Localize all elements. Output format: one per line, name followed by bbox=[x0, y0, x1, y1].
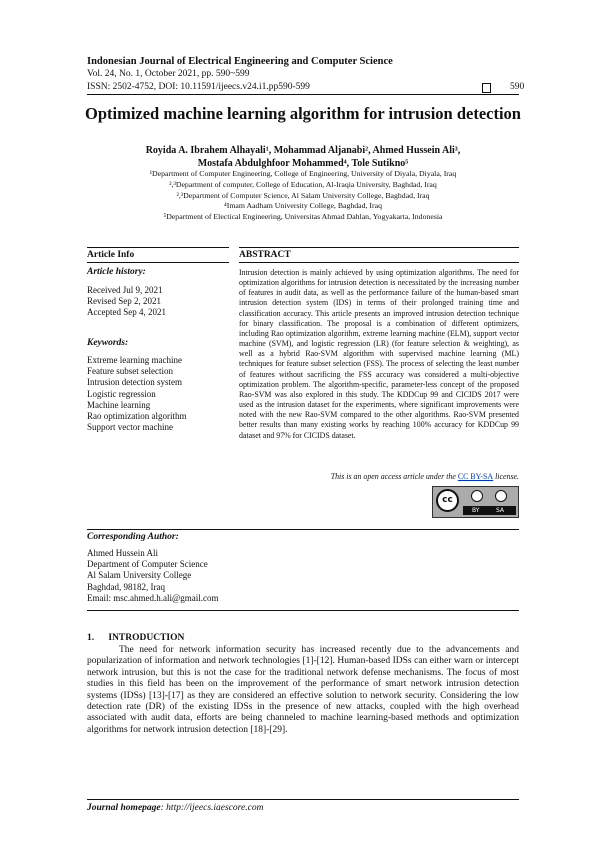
keyword-item: Machine learning bbox=[87, 399, 151, 410]
article-info-top-rule bbox=[87, 247, 229, 248]
keyword-item: Logistic regression bbox=[87, 388, 156, 399]
affiliations bbox=[87, 169, 519, 223]
abstract-heading-rule bbox=[239, 262, 519, 263]
corresponding-bottom-rule bbox=[87, 610, 519, 611]
author-line-1: Royida A. Ibrahem Alhayali¹, Mohammad Aljanabi², Ahmed Hussein Ali³, bbox=[145, 145, 461, 156]
cc-by-sa-badge[interactable] bbox=[432, 486, 519, 518]
corresponding-author-details bbox=[87, 548, 219, 604]
author-list bbox=[87, 144, 519, 170]
page-number: 590 bbox=[510, 82, 525, 92]
keyword-item: Extreme learning machine bbox=[87, 355, 182, 365]
keyword-list bbox=[87, 355, 186, 433]
header-rule bbox=[87, 94, 519, 95]
history-revised: Revised Sep 2, 2021 bbox=[87, 296, 161, 307]
affiliation-4: ⁴Imam Aadham University College, Baghdad, Iraq bbox=[224, 201, 382, 211]
author-line-2: Mostafa Abdulghfoor Mohammed⁴, Tole Sutikno⁵ bbox=[197, 158, 409, 169]
cc-sa-label: SA bbox=[496, 507, 505, 514]
journal-name: Indonesian Journal of Electrical Engineering and Computer Science bbox=[87, 56, 393, 67]
introduction-paragraph: The need for network information security has increased recently due to the advancements and popularization of information and network technologies [1]-[12]. Human-based IDSs can either warn or intercept network intrusion, but this is not the case for the traditional network defense mechanisms. The focus of most studies in this field has been on the improvement of the performance of smart network intrusion detection systems (IDSs) [13]-[17] as they are considered an effective solution to network security. Considering the low detection rate (DR) of the existing IDSs in the presence of new attacks, coupled with the high overhead associated with audit data, efforts are being channeled to machine learning-based methods and optimization algorithms for network intrusion detection [18]-[29]. bbox=[87, 645, 519, 735]
article-info-heading-rule bbox=[87, 262, 229, 263]
corresponding-author-title: Corresponding Author: bbox=[87, 532, 179, 542]
abstract-heading: ABSTRACT bbox=[239, 250, 291, 260]
history-accepted: Accepted Sep 4, 2021 bbox=[87, 307, 166, 318]
corresponding-email: Email: msc.ahmed.h.ali@gmail.com bbox=[87, 592, 219, 603]
affiliation-5: ⁵Department of Electical Engineering, Universitas Ahmad Dahlan, Yogyakarta, Indonesia bbox=[163, 212, 443, 222]
affiliation-1: ¹Department of Computer Engineering, College of Engineering, University of Diyala, Diyala, Iraq bbox=[149, 169, 457, 178]
article-info-heading: Article Info bbox=[87, 250, 135, 260]
keyword-item: Support vector machine bbox=[87, 422, 173, 433]
section-heading-introduction: 1. INTRODUCTION bbox=[87, 633, 185, 643]
affiliation-2: ²,³Department of computer, College of Education, Al-Iraqia University, Baghdad, Iraq bbox=[169, 179, 437, 189]
journal-homepage-label: Journal homepage bbox=[87, 803, 161, 813]
affiliation-3: ²,³Department of Computer Science, Al Salam University College, Baghdad, Iraq bbox=[176, 190, 430, 200]
cc-by-label: BY bbox=[472, 507, 480, 514]
corresponding-institution: Al Salam University College bbox=[87, 570, 192, 581]
square-icon bbox=[482, 83, 491, 93]
cc-icon: cc bbox=[436, 489, 459, 512]
cc-by-sa-link[interactable]: CC BY-SA bbox=[457, 472, 494, 481]
cc-badge-strip bbox=[463, 506, 516, 515]
corresponding-name: Ahmed Hussein Ali bbox=[87, 548, 158, 558]
open-access-prefix: This is an open access article under the bbox=[330, 472, 458, 481]
journal-homepage-url[interactable]: : http://ijeecs.iaescore.com bbox=[160, 803, 264, 813]
footer-rule bbox=[87, 799, 519, 800]
corresponding-department: Department of Computer Science bbox=[87, 559, 208, 570]
by-icon bbox=[471, 490, 483, 502]
article-history-title: Article history: bbox=[87, 267, 146, 277]
history-received: Received Jul 9, 2021 bbox=[87, 285, 163, 295]
abstract-top-rule bbox=[239, 247, 519, 248]
sa-icon bbox=[495, 490, 507, 502]
keyword-item: Feature subset selection bbox=[87, 366, 173, 377]
open-access-note bbox=[239, 472, 519, 481]
open-access-suffix: license. bbox=[493, 472, 519, 481]
abstract-text: Intrusion detection is mainly achieved by using optimization algorithms. The need for optimization algorithms for intrusion detection is necessitated by the increasing number of features in audit data, as well as the performance failure of the human-based smart intrusion detection system (IDS) in terms of their prolonged training time and classification accuracy. This article presents an improved intrusion detection technique for binary classification. The proposal is a combination of different optimizers, including Rao optimization algorithm, extreme learning machine (ELM), support vector machine (SVM), and logistic regression (LR) (for feature selection & weighting), as well as a hybrid Rao-SVM algorithm with supervised machine learning (ML) techniques for feature subset selection (FSS). The process of selecting the least number of features without sacrificing the FSS accuracy was considered a multi-objective optimization problem. The algorithm-specific, parameter-less concept of the proposed Rao-SVM was also explored in this study. The KDDCup 99 and CICIDS 2017 were used as the intrusion dataset for the experiments, where significant improvements were noted with the new Rao-SVM compared to the other algorithms. Rao-SVM presented better results than many existing works by reaching 100% accuracy for KDDCup 99 dataset and 97% for CICIDS dataset. bbox=[239, 268, 519, 440]
volume-line: Vol. 24, No. 1, October 2021, pp. 590~599 bbox=[87, 69, 250, 79]
keywords-title: Keywords: bbox=[87, 338, 129, 348]
issn-doi-line: ISSN: 2502-4752, DOI: 10.11591/ijeecs.v24.i1.pp590-599 bbox=[87, 82, 310, 92]
corresponding-top-rule bbox=[87, 529, 519, 530]
journal-homepage bbox=[87, 803, 263, 813]
keyword-item: Rao optimization algorithm bbox=[87, 411, 187, 422]
article-history bbox=[87, 285, 166, 319]
paper-title: Optimized machine learning algorithm for intrusion detection bbox=[84, 104, 521, 123]
corresponding-address: Baghdad, 98182, Iraq bbox=[87, 581, 165, 592]
keyword-item: Intrusion detection system bbox=[87, 377, 182, 388]
